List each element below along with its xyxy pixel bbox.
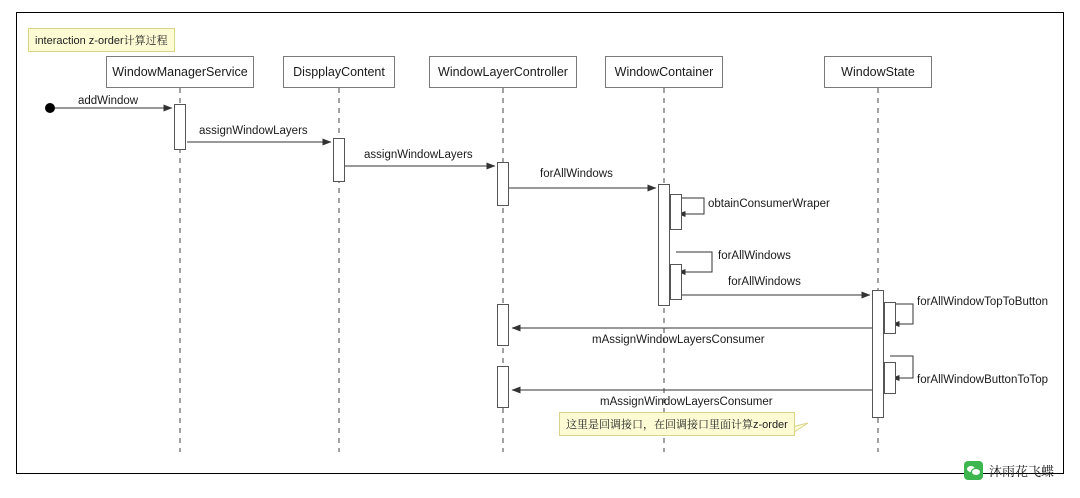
activation-window-container-2 [670, 194, 682, 230]
lifeline-window-container[interactable]: WindowContainer [605, 56, 723, 88]
message-label-for-all-window-top-to-button: forAllWindowTopToButton [917, 296, 1049, 308]
lifeline-window-state[interactable]: WindowState [824, 56, 932, 88]
lifeline-dashes [180, 88, 878, 452]
activation-wlc-3 [497, 366, 509, 408]
message-label-assign-window-layers-2: assignWindowLayers [364, 149, 473, 161]
wechat-icon [964, 461, 983, 480]
message-label-for-all-windows-2: forAllWindows [718, 250, 791, 262]
activation-wlc-2 [497, 304, 509, 346]
watermark [964, 461, 1054, 480]
message-label-massign-window-layers-consumer-1: mAssignWindowLayersConsumer [592, 334, 765, 346]
activation-wms [174, 104, 186, 150]
callback-note: 这里是回调接口，在回调接口里面计算z-order [559, 412, 795, 436]
message-label-for-all-windows-1: forAllWindows [540, 168, 613, 180]
start-point [45, 103, 55, 113]
lifeline-window-manager-service[interactable]: WindowManagerService [106, 56, 254, 88]
message-label-assign-window-layers-1: assignWindowLayers [199, 125, 308, 137]
activation-display-content [333, 138, 345, 182]
message-arrows [55, 108, 913, 390]
message-label-add-window: addWindow [78, 95, 139, 107]
activation-window-container-1 [658, 184, 670, 306]
activation-window-container-3 [670, 264, 682, 300]
message-label-for-all-window-button-to-top: forAllWindowButtonToTop [917, 374, 1049, 386]
lifeline-window-layer-controller[interactable]: WindowLayerController [429, 56, 577, 88]
activation-window-state-1 [872, 290, 884, 418]
diagram-title-note: interaction z-order计算过程 [28, 28, 175, 52]
message-label-massign-window-layers-consumer-2: mAssignWindowLayersConsumer [600, 396, 773, 408]
activation-window-state-2 [884, 302, 896, 334]
lifeline-display-content[interactable]: DispplayContent [283, 56, 395, 88]
activation-wlc-1 [497, 162, 509, 206]
message-label-for-all-windows-3: forAllWindows [728, 276, 801, 288]
activation-window-state-3 [884, 362, 896, 394]
message-label-obtain-consumer-wraper: obtainConsumerWraper [708, 198, 830, 210]
watermark-text: 沐雨花飞蝶 [988, 464, 1054, 479]
